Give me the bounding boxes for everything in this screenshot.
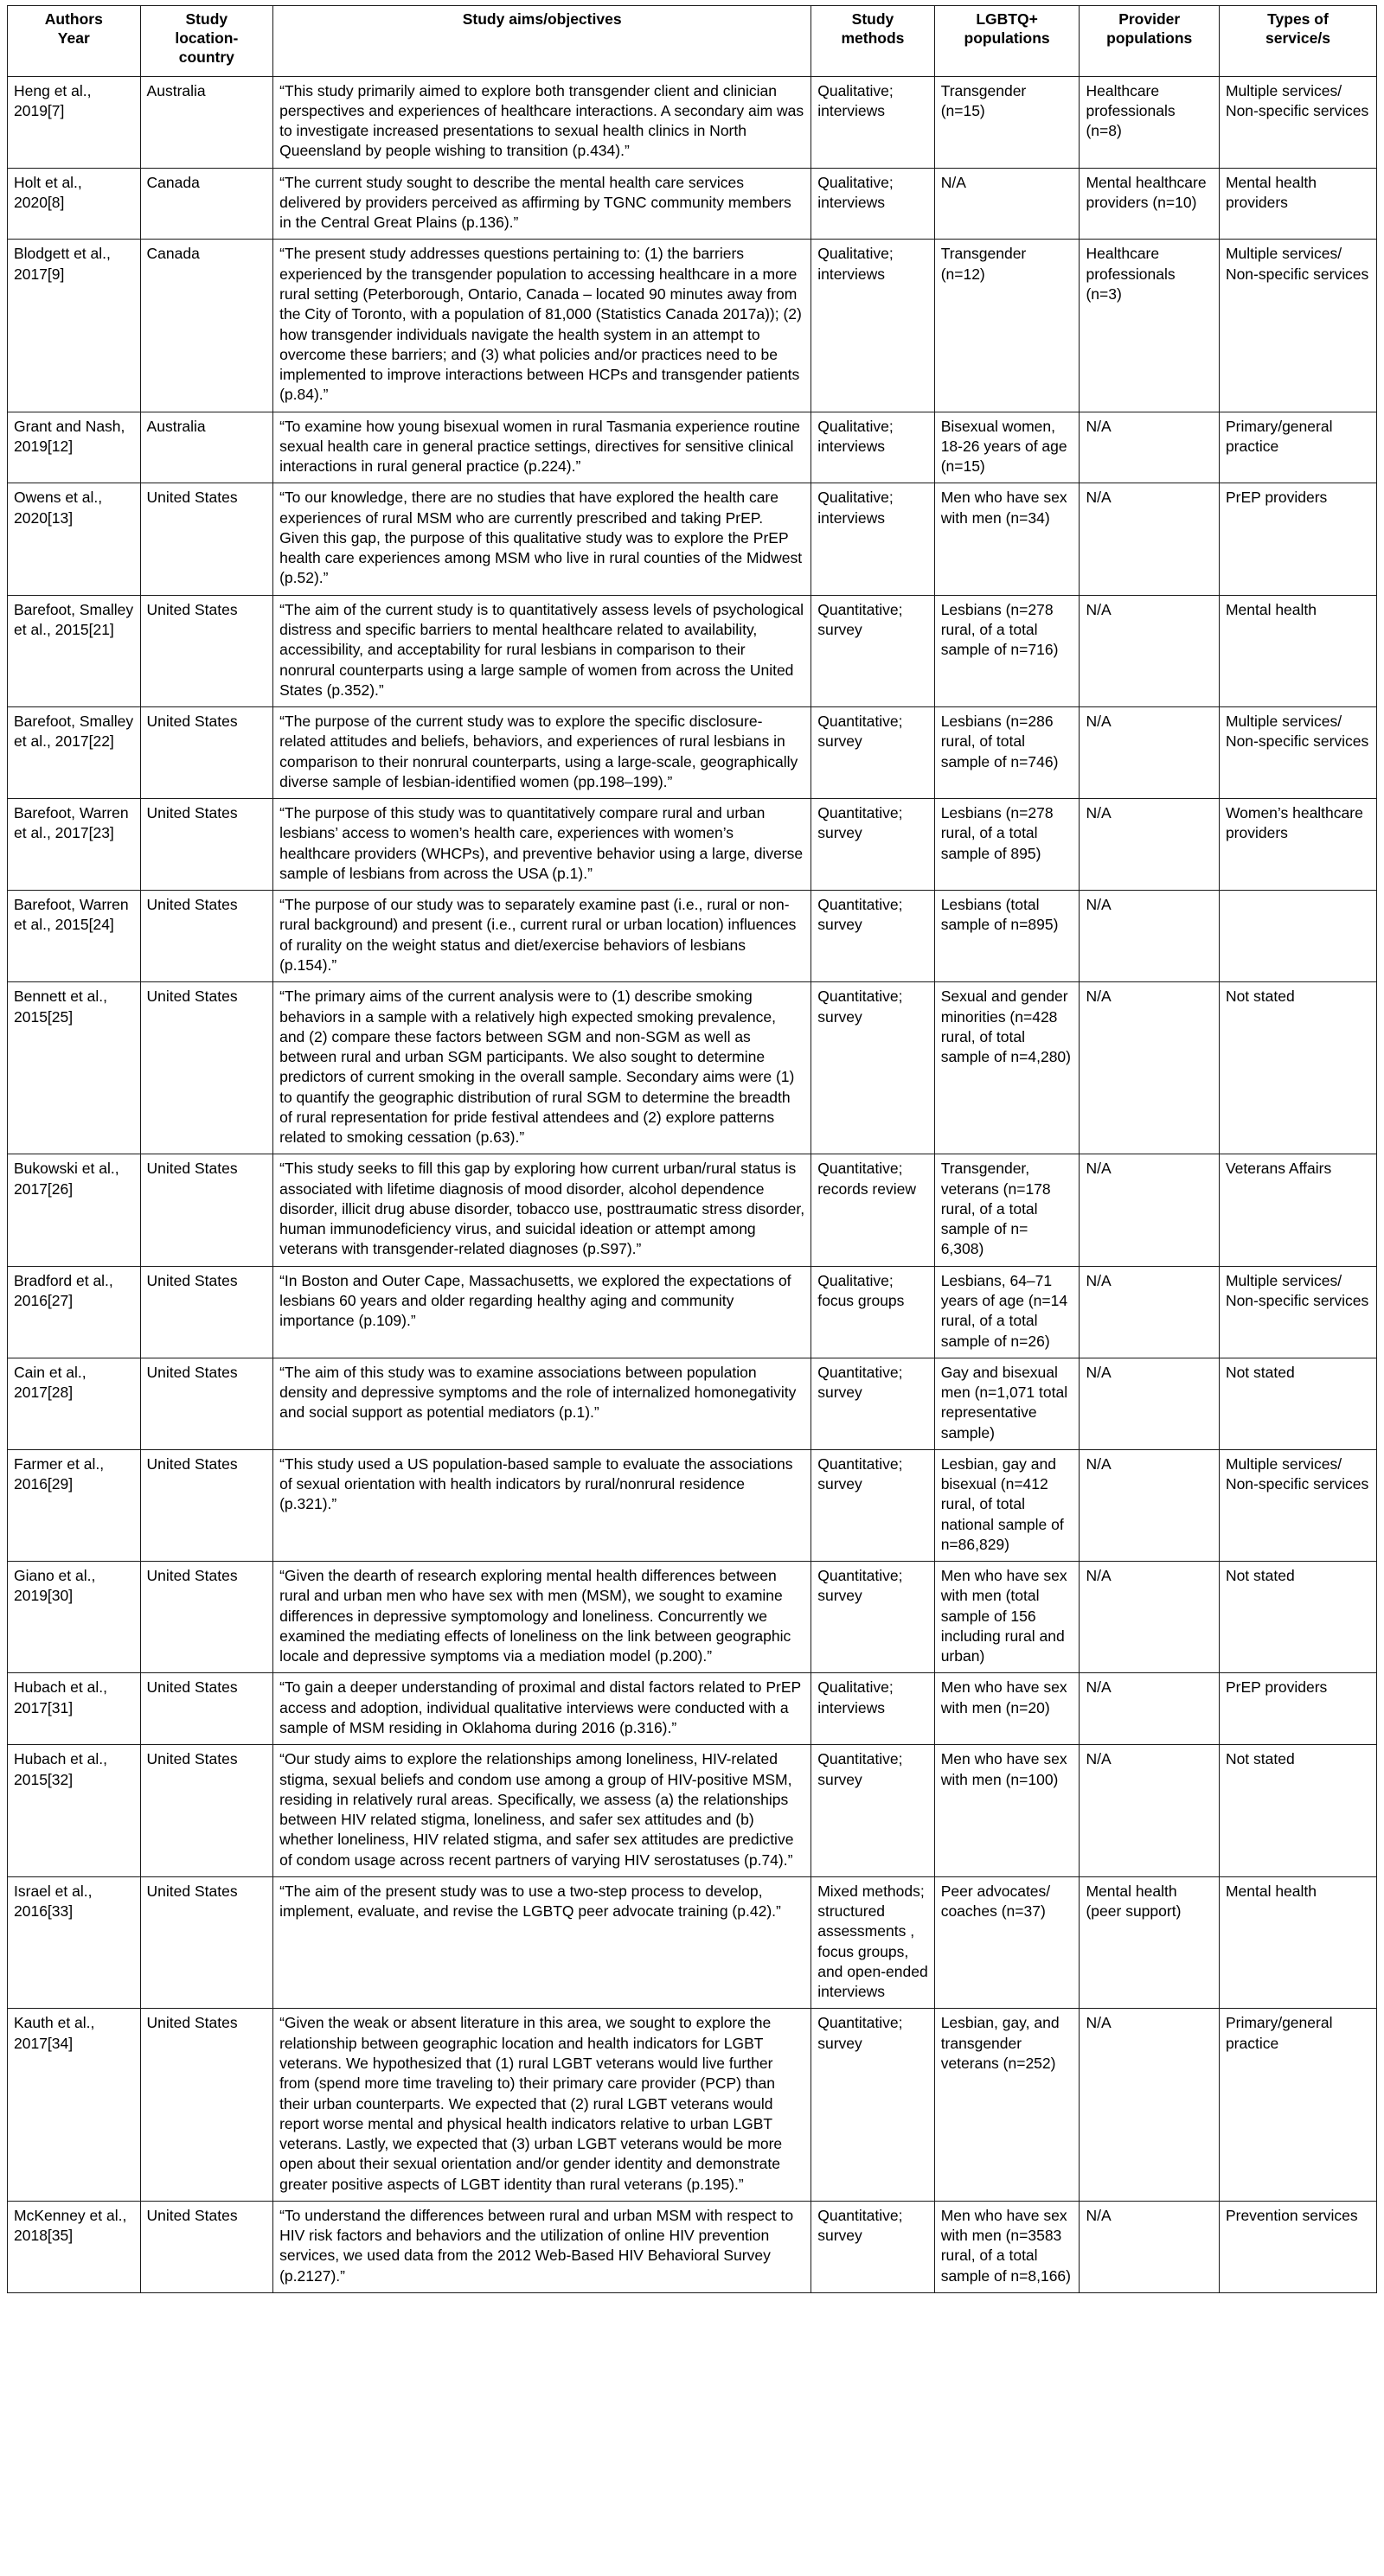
cell-provider-population: N/A: [1080, 1449, 1219, 1561]
table-row: [8, 483, 1377, 595]
cell-provider-population: N/A: [1080, 1154, 1219, 1266]
cell-provider-population: N/A: [1080, 982, 1219, 1154]
cell-study-location: United States: [140, 707, 273, 799]
cell-study-location: United States: [140, 799, 273, 891]
cell-lgbtq-population: Transgender, veterans (n=178 rural, of a total sample of n= 6,308): [934, 1154, 1080, 1266]
cell-study-aims: “Our study aims to explore the relationships among loneliness, HIV-related stigma, sexual beliefs and condom use among a group of HIV-positive MSM, residing in relatively rural areas. Specifically, we assess (a) the relationships between HIV related stigma, loneliness, and safer sex attitudes and (b) whether loneliness, HIV related stigma, and safer sex attitudes are predictive of condom usage across recent partners of varying HIV serostatuses (p.74).”: [273, 1745, 811, 1877]
cell-lgbtq-population: Transgender (n=12): [934, 240, 1080, 412]
cell-study-methods: Quantitative; survey: [811, 595, 934, 706]
cell-provider-population: N/A: [1080, 412, 1219, 483]
cell-authors-year: Farmer et al., 2016[29]: [8, 1449, 141, 1561]
table-row: [8, 1876, 1377, 2009]
cell-study-aims: “The purpose of our study was to separately examine past (i.e., rural or non-rural background) and present (i.e., current rural or urban location) influences of rurality on the weight status and diet/exercise behaviors of lesbians (p.154).”: [273, 891, 811, 982]
cell-authors-year: Holt et al., 2020[8]: [8, 168, 141, 240]
table-row: [8, 1449, 1377, 1561]
cell-lgbtq-population: Men who have sex with men (total sample of 156 including rural and urban): [934, 1562, 1080, 1673]
cell-study-aims: “The aim of the present study was to use a two-step process to develop, implement, evaluate, and revise the LGBTQ peer advocate training (p.42).”: [273, 1876, 811, 2009]
cell-study-methods: Qualitative; interviews: [811, 1673, 934, 1745]
cell-lgbtq-population: Men who have sex with men (n=100): [934, 1745, 1080, 1877]
column-header-study-aims-objectives: Study aims/objectives: [273, 6, 811, 77]
column-header-authors-line1: Authors: [44, 10, 103, 28]
cell-study-methods: Quantitative; survey: [811, 982, 934, 1154]
column-header-location-line2: location-: [175, 29, 239, 47]
cell-lgbtq-population: Lesbian, gay and bisexual (n=412 rural, of total national sample of n=86,829): [934, 1449, 1080, 1561]
header-row: [8, 6, 1377, 77]
cell-authors-year: Blodgett et al., 2017[9]: [8, 240, 141, 412]
cell-study-location: United States: [140, 2009, 273, 2201]
cell-provider-population: N/A: [1080, 891, 1219, 982]
cell-authors-year: Hubach et al., 2015[32]: [8, 1745, 141, 1877]
cell-provider-population: N/A: [1080, 1673, 1219, 1745]
table-row: [8, 799, 1377, 891]
cell-provider-population: N/A: [1080, 2009, 1219, 2201]
cell-lgbtq-population: Men who have sex with men (n=34): [934, 483, 1080, 595]
cell-study-location: United States: [140, 1562, 273, 1673]
cell-study-methods: Quantitative; survey: [811, 891, 934, 982]
cell-types-of-services: Veterans Affairs: [1219, 1154, 1376, 1266]
cell-provider-population: N/A: [1080, 595, 1219, 706]
cell-authors-year: Giano et al., 2019[30]: [8, 1562, 141, 1673]
table-header: [8, 6, 1377, 77]
cell-lgbtq-population: Transgender (n=15): [934, 76, 1080, 168]
column-header-lgbtq-line1: LGBTQ+: [976, 10, 1038, 28]
cell-provider-population: N/A: [1080, 799, 1219, 891]
cell-study-location: Australia: [140, 76, 273, 168]
cell-provider-population: N/A: [1080, 1266, 1219, 1358]
column-header-study-methods: [811, 6, 934, 77]
cell-provider-population: Healthcare professionals (n=8): [1080, 76, 1219, 168]
cell-study-aims: “To understand the differences between rural and urban MSM with respect to HIV risk factors and behaviors and the utilization of online HIV prevention services, we used data from the 2012 Web-Based HIV Behavioral Survey (p.2127).”: [273, 2201, 811, 2292]
column-header-services-line2: service/s: [1265, 29, 1330, 47]
cell-provider-population: N/A: [1080, 1745, 1219, 1877]
cell-types-of-services: [1219, 891, 1376, 982]
column-header-authors-year: [8, 6, 141, 77]
cell-authors-year: Barefoot, Smalley et al., 2015[21]: [8, 595, 141, 706]
cell-study-location: United States: [140, 1745, 273, 1877]
cell-provider-population: Mental healthcare providers (n=10): [1080, 168, 1219, 240]
cell-types-of-services: PrEP providers: [1219, 1673, 1376, 1745]
cell-authors-year: Barefoot, Warren et al., 2017[23]: [8, 799, 141, 891]
table-row: [8, 891, 1377, 982]
table-row: [8, 707, 1377, 799]
cell-study-location: United States: [140, 1154, 273, 1266]
cell-provider-population: N/A: [1080, 483, 1219, 595]
cell-study-aims: “This study seeks to fill this gap by exploring how current urban/rural status is associated with lifetime diagnosis of mood disorder, alcohol dependence disorder, illicit drug abuse disorder, tobacco use, posttraumatic stress disorder, human immunodeficiency virus, and suicidal ideation or attempt among veterans with transgender-related diagnoses (p.S97).”: [273, 1154, 811, 1266]
table-body: [8, 76, 1377, 2292]
cell-lgbtq-population: Lesbians (total sample of n=895): [934, 891, 1080, 982]
table-row: [8, 1154, 1377, 1266]
cell-study-methods: Qualitative; interviews: [811, 240, 934, 412]
cell-authors-year: Bradford et al., 2016[27]: [8, 1266, 141, 1358]
cell-authors-year: Owens et al., 2020[13]: [8, 483, 141, 595]
cell-types-of-services: Multiple services/ Non-specific services: [1219, 707, 1376, 799]
cell-authors-year: Heng et al., 2019[7]: [8, 76, 141, 168]
cell-study-location: United States: [140, 483, 273, 595]
table-row: [8, 595, 1377, 706]
cell-provider-population: Healthcare professionals (n=3): [1080, 240, 1219, 412]
cell-study-aims: “The purpose of the current study was to explore the specific disclosure-related attitudes and beliefs, behaviors, and experiences of rural lesbians in comparison to their nonrural counterparts, using a large-scale, geographically diverse sample of lesbian-identified women (pp.198–199).”: [273, 707, 811, 799]
cell-study-methods: Qualitative; interviews: [811, 483, 934, 595]
cell-types-of-services: Women’s healthcare providers: [1219, 799, 1376, 891]
cell-lgbtq-population: Men who have sex with men (n=20): [934, 1673, 1080, 1745]
cell-authors-year: Hubach et al., 2017[31]: [8, 1673, 141, 1745]
cell-authors-year: Barefoot, Warren et al., 2015[24]: [8, 891, 141, 982]
cell-study-aims: “The present study addresses questions pertaining to: (1) the barriers experienced by the transgender population to accessing healthcare in a more rural setting (Peterborough, Ontario, Canada – located 90 minutes away from the City of Toronto, with a population of 81,000 (Statistics Canada 2017a)); (2) how transgender individuals navigate the health system in an attempt to overcome these barriers; and (3) what policies and/or practices need to be implemented to improve interactions between HCPs and transgender patients (p.84).”: [273, 240, 811, 412]
cell-study-methods: Qualitative; interviews: [811, 76, 934, 168]
cell-study-methods: Quantitative; survey: [811, 799, 934, 891]
cell-study-aims: “Given the dearth of research exploring mental health differences between rural and urban men who have sex with men (MSM), we sought to examine differences in depressive symptomology and loneliness. Concurrently we examined the mediating effects of loneliness on the link between geographic locale and depressive symptoms via a mediation model (p.200).”: [273, 1562, 811, 1673]
cell-authors-year: Barefoot, Smalley et al., 2017[22]: [8, 707, 141, 799]
cell-study-aims: “The aim of this study was to examine associations between population density and depressive symptoms and the role of internalized homonegativity and social support as potential mediators (p.1).”: [273, 1358, 811, 1449]
cell-types-of-services: Mental health: [1219, 595, 1376, 706]
cell-study-methods: Qualitative; focus groups: [811, 1266, 934, 1358]
cell-authors-year: Cain et al., 2017[28]: [8, 1358, 141, 1449]
cell-lgbtq-population: Peer advocates/ coaches (n=37): [934, 1876, 1080, 2009]
cell-study-methods: Qualitative; interviews: [811, 168, 934, 240]
table-row: [8, 76, 1377, 168]
column-header-location-line3: country: [178, 48, 234, 66]
table-row: [8, 168, 1377, 240]
column-header-types-of-services: [1219, 6, 1376, 77]
cell-study-methods: Quantitative; survey: [811, 2201, 934, 2292]
cell-study-location: United States: [140, 891, 273, 982]
column-header-provider-line1: Provider: [1118, 10, 1181, 28]
cell-study-location: United States: [140, 2201, 273, 2292]
cell-study-aims: “To examine how young bisexual women in rural Tasmania experience routine sexual health care in general practice settings, directives for sensitive clinical interactions in rural general practice (p.224).”: [273, 412, 811, 483]
cell-study-methods: Qualitative; interviews: [811, 412, 934, 483]
cell-lgbtq-population: Lesbians (n=286 rural, of total sample of n=746): [934, 707, 1080, 799]
cell-study-methods: Quantitative; survey: [811, 2009, 934, 2201]
cell-study-location: United States: [140, 1266, 273, 1358]
cell-lgbtq-population: Lesbians (n=278 rural, of a total sample of n=716): [934, 595, 1080, 706]
cell-study-aims: “To gain a deeper understanding of proximal and distal factors related to PrEP access and adoption, individual qualitative interviews were conducted with a sample of MSM residing in Oklahoma during 2016 (p.316).”: [273, 1673, 811, 1745]
cell-lgbtq-population: Sexual and gender minorities (n=428 rural, of total sample of n=4,280): [934, 982, 1080, 1154]
cell-study-aims: “To our knowledge, there are no studies that have explored the health care experiences of rural MSM who are currently prescribed and taking PrEP. Given this gap, the purpose of this qualitative study was to explore the PrEP health care experiences among MSM who live in rural counties of the Midwest (p.52).”: [273, 483, 811, 595]
cell-authors-year: Kauth et al., 2017[34]: [8, 2009, 141, 2201]
column-header-provider-line2: populations: [1106, 29, 1193, 47]
cell-types-of-services: Mental health providers: [1219, 168, 1376, 240]
cell-types-of-services: PrEP providers: [1219, 483, 1376, 595]
cell-study-location: United States: [140, 1673, 273, 1745]
cell-study-aims: “The aim of the current study is to quantitatively assess levels of psychological distress and specific barriers to mental healthcare related to availability, accessibility, and acceptability for rural lesbians in comparison to their nonrural counterparts using a large sample of women from across the United States (p.352).”: [273, 595, 811, 706]
cell-study-location: United States: [140, 982, 273, 1154]
cell-study-location: United States: [140, 595, 273, 706]
cell-authors-year: Bennett et al., 2015[25]: [8, 982, 141, 1154]
studies-characteristics-table: [7, 5, 1377, 2293]
cell-types-of-services: Not stated: [1219, 982, 1376, 1154]
column-header-authors-line2: Year: [57, 29, 90, 47]
cell-authors-year: Bukowski et al., 2017[26]: [8, 1154, 141, 1266]
column-header-services-line1: Types of: [1267, 10, 1329, 28]
cell-study-methods: Quantitative; survey: [811, 1745, 934, 1877]
cell-study-methods: Quantitative; survey: [811, 1449, 934, 1561]
cell-study-location: United States: [140, 1358, 273, 1449]
cell-lgbtq-population: Men who have sex with men (n=3583 rural, of a total sample of n=8,166): [934, 2201, 1080, 2292]
cell-study-aims: “This study used a US population-based sample to evaluate the associations of sexual orientation with health indicators by rural/nonrural residence (p.321).”: [273, 1449, 811, 1561]
cell-study-aims: “The current study sought to describe the mental health care services delivered by providers perceived as affirming by TGNC community members in the Central Great Plains (p.136).”: [273, 168, 811, 240]
cell-study-methods: Quantitative; records review: [811, 1154, 934, 1266]
cell-authors-year: McKenney et al., 2018[35]: [8, 2201, 141, 2292]
table-row: [8, 1673, 1377, 1745]
table-row: [8, 1745, 1377, 1877]
cell-study-location: Australia: [140, 412, 273, 483]
cell-types-of-services: Primary/general practice: [1219, 412, 1376, 483]
cell-types-of-services: Primary/general practice: [1219, 2009, 1376, 2201]
cell-study-location: United States: [140, 1876, 273, 2009]
cell-study-aims: “The purpose of this study was to quantitatively compare rural and urban lesbians’ access to women’s health care, experiences with women’s healthcare providers (WHCPs), and preventive behavior using a large, diverse sample of lesbians from across the USA (p.1).”: [273, 799, 811, 891]
cell-provider-population: N/A: [1080, 2201, 1219, 2292]
cell-types-of-services: Multiple services/ Non-specific services: [1219, 240, 1376, 412]
cell-provider-population: Mental health (peer support): [1080, 1876, 1219, 2009]
cell-study-methods: Quantitative; survey: [811, 707, 934, 799]
cell-types-of-services: Not stated: [1219, 1358, 1376, 1449]
column-header-location-line1: Study: [185, 10, 228, 28]
table-row: [8, 412, 1377, 483]
column-header-lgbtq-populations: [934, 6, 1080, 77]
table-row: [8, 982, 1377, 1154]
cell-study-methods: Quantitative; survey: [811, 1562, 934, 1673]
cell-study-aims: “Given the weak or absent literature in this area, we sought to explore the relationship between geographic location and health indicators for LGBT veterans. We hypothesized that (1) rural LGBT veterans would live further from (spend more time traveling to) their primary care provider (PCP) than their urban counterparts. We expected that (2) rural LGBT veterans would report worse mental and physical health indicators relative to urban LGBT veterans. Lastly, we expected that (3) urban LGBT veterans would be more open about their sexual orientation and/or gender identity and demonstrate greater positive aspects of LGBT identity than rural veterans (p.195).”: [273, 2009, 811, 2201]
column-header-methods-line2: methods: [841, 29, 905, 47]
column-header-lgbtq-line2: populations: [964, 29, 1050, 47]
cell-authors-year: Grant and Nash, 2019[12]: [8, 412, 141, 483]
cell-lgbtq-population: Lesbians, 64–71 years of age (n=14 rural, of a total sample of n=26): [934, 1266, 1080, 1358]
cell-provider-population: N/A: [1080, 1562, 1219, 1673]
cell-types-of-services: Prevention services: [1219, 2201, 1376, 2292]
cell-study-location: Canada: [140, 240, 273, 412]
cell-provider-population: N/A: [1080, 1358, 1219, 1449]
column-header-provider-populations: [1080, 6, 1219, 77]
table-row: [8, 2201, 1377, 2292]
cell-types-of-services: Mental health: [1219, 1876, 1376, 2009]
cell-study-methods: Mixed methods; structured assessments , focus groups, and open-ended interviews: [811, 1876, 934, 2009]
cell-study-aims: “In Boston and Outer Cape, Massachusetts, we explored the expectations of lesbians 60 years and older regarding healthy aging and community importance (p.109).”: [273, 1266, 811, 1358]
table-row: [8, 240, 1377, 412]
column-header-study-location-country: [140, 6, 273, 77]
cell-types-of-services: Multiple services/ Non-specific services: [1219, 76, 1376, 168]
cell-study-location: Canada: [140, 168, 273, 240]
cell-study-methods: Quantitative; survey: [811, 1358, 934, 1449]
table-row: [8, 1562, 1377, 1673]
cell-lgbtq-population: Lesbians (n=278 rural, of a total sample of 895): [934, 799, 1080, 891]
cell-types-of-services: Not stated: [1219, 1745, 1376, 1877]
column-header-methods-line1: Study: [851, 10, 894, 28]
cell-lgbtq-population: Bisexual women, 18-26 years of age (n=15): [934, 412, 1080, 483]
table-row: [8, 1358, 1377, 1449]
cell-lgbtq-population: Gay and bisexual men (n=1,071 total representative sample): [934, 1358, 1080, 1449]
table-row: [8, 1266, 1377, 1358]
cell-types-of-services: Multiple services/ Non-specific services: [1219, 1266, 1376, 1358]
cell-types-of-services: Not stated: [1219, 1562, 1376, 1673]
cell-types-of-services: Multiple services/ Non-specific services: [1219, 1449, 1376, 1561]
cell-provider-population: N/A: [1080, 707, 1219, 799]
cell-study-aims: “The primary aims of the current analysis were to (1) describe smoking behaviors in a sample with a relatively high expected smoking prevalence, and (2) compare these factors between SGM and non-SGM as well as between rural and urban SGM participants. We also sought to determine predictors of current smoking in the overall sample. Secondary aims were (1) to quantify the geographic distribution of rural SGM to determine the breadth of rural representation for pride festival attendees and (2) explore patterns related to smoking cessation (p.63).”: [273, 982, 811, 1154]
table-row: [8, 2009, 1377, 2201]
cell-lgbtq-population: N/A: [934, 168, 1080, 240]
cell-authors-year: Israel et al., 2016[33]: [8, 1876, 141, 2009]
cell-study-location: United States: [140, 1449, 273, 1561]
cell-study-aims: “This study primarily aimed to explore both transgender client and clinician perspectives and experiences of healthcare interactions. A secondary aim was to investigate increased presentations to sexual health clinics in North Queensland by people wishing to transition (p.434).”: [273, 76, 811, 168]
cell-lgbtq-population: Lesbian, gay, and transgender veterans (n=252): [934, 2009, 1080, 2201]
